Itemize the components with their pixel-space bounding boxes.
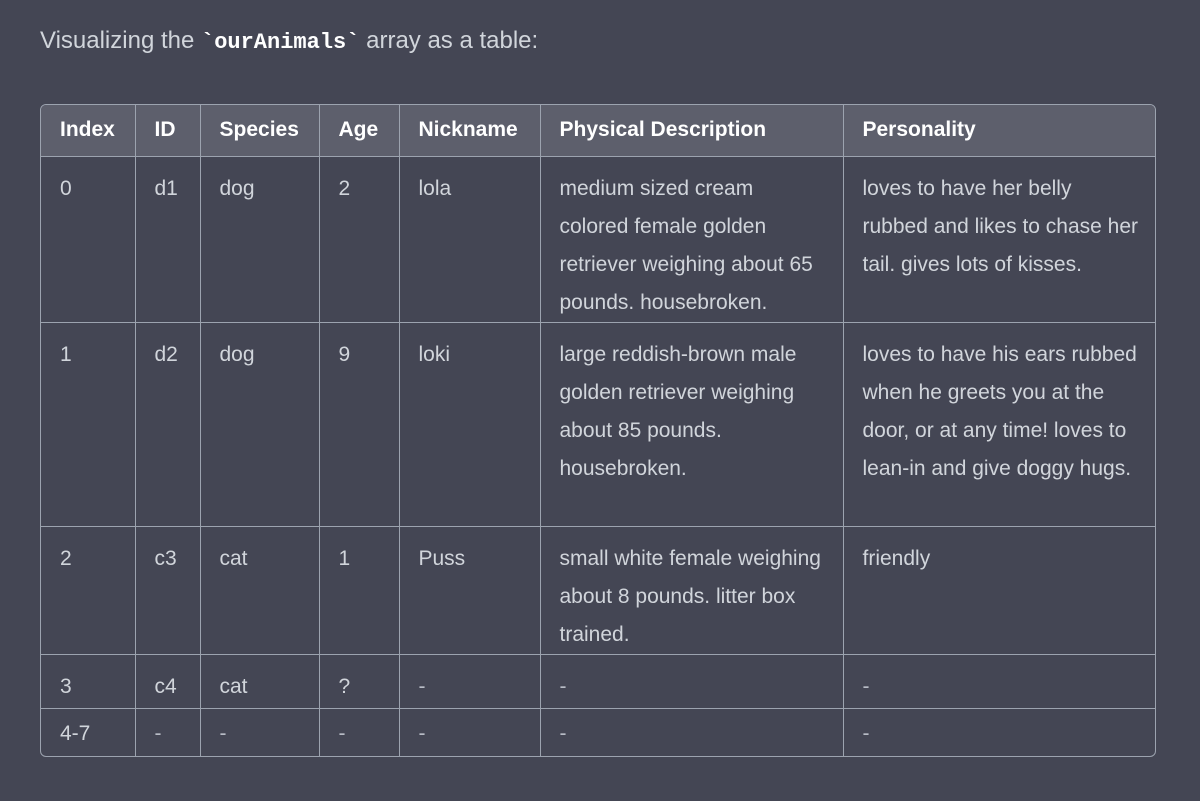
header-personality: Personality xyxy=(843,105,1156,156)
cell-id: d1 xyxy=(135,156,200,322)
cell-id: d2 xyxy=(135,322,200,526)
cell-species: - xyxy=(200,708,319,756)
cell-age: ? xyxy=(319,654,399,708)
cell-nickname: - xyxy=(399,708,540,756)
intro-text xyxy=(40,24,538,60)
cell-age: - xyxy=(319,708,399,756)
cell-species: cat xyxy=(200,526,319,654)
cell-personality: - xyxy=(862,721,870,745)
intro-prefix: Visualizing the xyxy=(40,27,201,54)
table-row xyxy=(41,526,1156,654)
table-row xyxy=(41,654,1156,708)
cell-index: 1 xyxy=(41,322,135,526)
header-nickname: Nickname xyxy=(399,105,540,156)
inline-code: `ourAnimals` xyxy=(201,30,360,55)
table-header-row xyxy=(41,105,1156,156)
cell-species: cat xyxy=(200,654,319,708)
header-physical-description: Physical Description xyxy=(540,105,843,156)
animals-table-container xyxy=(40,104,1156,757)
cell-physical-description: large reddish-brown male golden retriever weighing about 85 pounds. housebroken. xyxy=(540,322,843,526)
cell-species: dog xyxy=(200,156,319,322)
cell-index: 4-7 xyxy=(41,708,135,756)
cell-index: 3 xyxy=(41,654,135,708)
cell-id: c3 xyxy=(135,526,200,654)
cell-index: 0 xyxy=(41,156,135,322)
table-row xyxy=(41,156,1156,322)
cell-age: 2 xyxy=(319,156,399,322)
header-age: Age xyxy=(319,105,399,156)
cell-age: 9 xyxy=(319,322,399,526)
cell-id: - xyxy=(135,708,200,756)
animals-table xyxy=(41,105,1156,756)
cell-physical-description: small white female weighing about 8 pounds. litter box trained. xyxy=(540,526,843,654)
cell-index: 2 xyxy=(41,526,135,654)
header-species: Species xyxy=(200,105,319,156)
cell-id: c4 xyxy=(135,654,200,708)
header-id: ID xyxy=(135,105,200,156)
cell-personality: friendly xyxy=(843,526,1156,654)
cell-nickname: Puss xyxy=(399,526,540,654)
intro-suffix: array as a table: xyxy=(359,27,539,54)
cell-personality: loves to have her belly rubbed and likes to chase her tail. gives lots of kisses. xyxy=(843,156,1156,322)
cell-nickname: loki xyxy=(399,322,540,526)
cell-personality: loves to have his ears rubbed when he greets you at the door, or at any time! loves to lean-in and give doggy hugs. xyxy=(843,322,1156,526)
cell-species: dog xyxy=(200,322,319,526)
cell-physical-description: medium sized cream colored female golden retriever weighing about 65 pounds. housebroken. xyxy=(540,156,843,322)
cell-physical-description: - xyxy=(540,654,843,708)
cell-nickname: lola xyxy=(399,156,540,322)
cell-age: 1 xyxy=(319,526,399,654)
table-row xyxy=(41,322,1156,526)
cell-personality: - xyxy=(843,654,1156,708)
cell-physical-description: - xyxy=(540,708,843,756)
cell-nickname: - xyxy=(399,654,540,708)
table-row xyxy=(41,708,1156,756)
header-index: Index xyxy=(41,105,135,156)
